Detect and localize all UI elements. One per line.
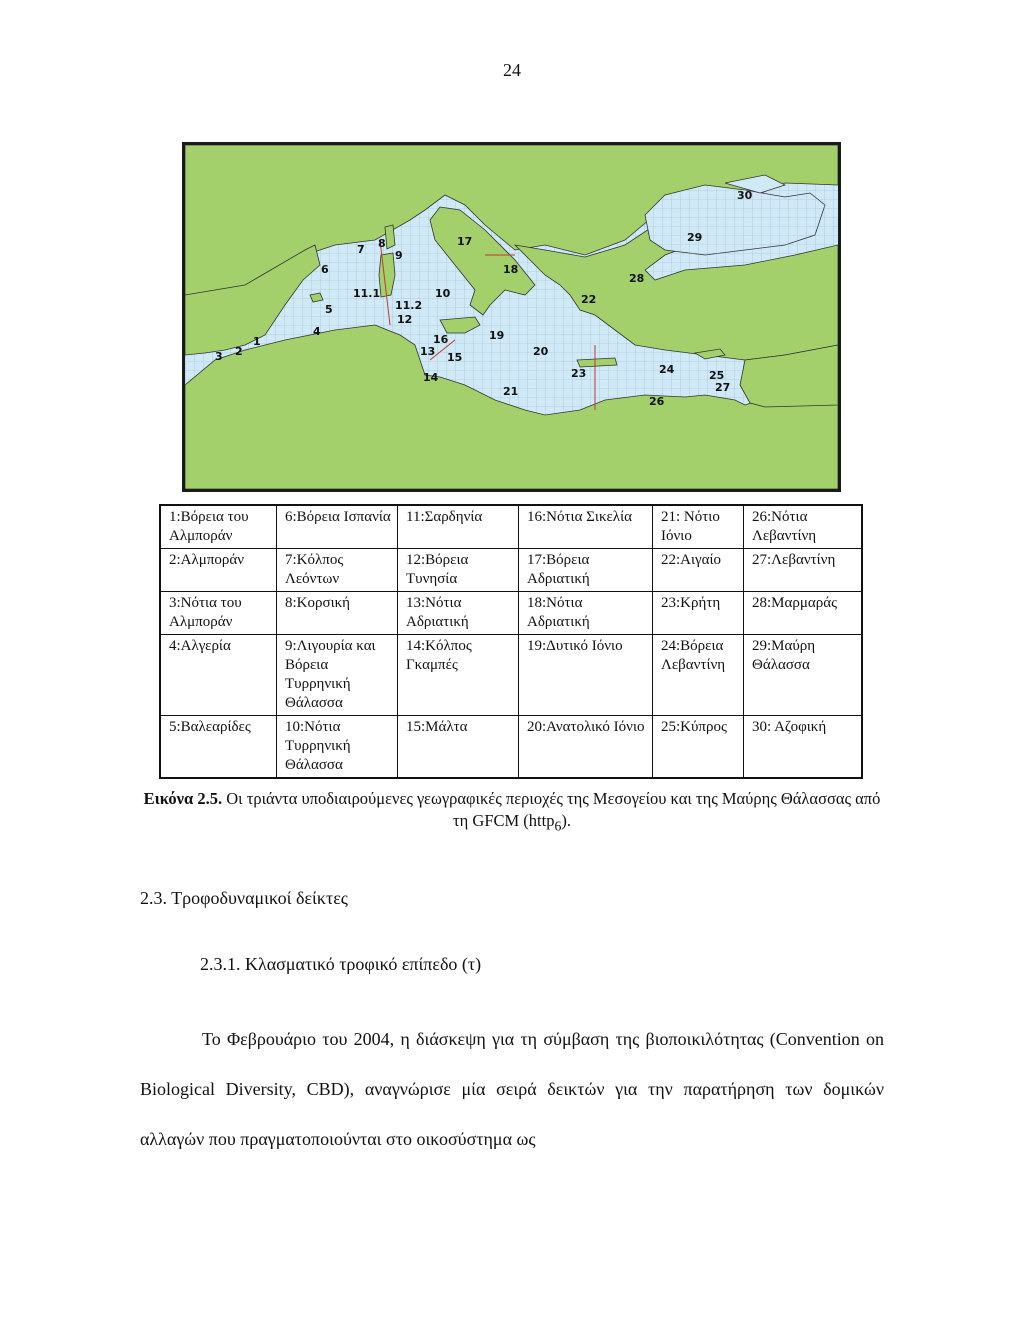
land-crete [577, 358, 617, 367]
table-cell: 16:Νότια Σικελία [519, 505, 653, 549]
table-cell: 4:Αλγερία [160, 635, 277, 716]
table-cell: 29:Μαύρη Θάλασσα [744, 635, 863, 716]
map-label-9: 9 [395, 249, 403, 262]
caption-text: Οι τριάντα υποδιαιρούμενες γεωγραφικές περιοχές της Μεσογείου και της Μαύρης Θάλασσας από τη GFCM (http [222, 789, 881, 830]
table-row [160, 592, 862, 635]
map-label-30: 30 [737, 189, 753, 202]
map-label-4: 4 [313, 325, 321, 338]
table-cell: 19:Δυτικό Ιόνιο [519, 635, 653, 716]
map-label-8: 8 [378, 237, 386, 250]
table-row [160, 505, 862, 549]
table-cell: 30: Αζοφική [744, 716, 863, 779]
map-label-18: 18 [503, 263, 519, 276]
map-label-12: 12 [397, 313, 413, 326]
subsection-heading: 2.3.1. Κλασματικό τροφικό επίπεδο (τ) [200, 954, 482, 974]
figure-caption [140, 788, 884, 837]
mediterranean-map-svg [185, 145, 838, 489]
table-row [160, 635, 862, 716]
map-label-7: 7 [357, 243, 365, 256]
map-label-11-2: 11.2 [395, 299, 423, 312]
caption-label: Εικόνα 2.5. [143, 789, 223, 808]
table-cell: 21: Νότιο Ιόνιο [653, 505, 744, 549]
map-label-14: 14 [423, 371, 439, 384]
map-label-21: 21 [503, 385, 519, 398]
table-row [160, 716, 862, 779]
map-label-2: 2 [235, 345, 243, 358]
map-label-13: 13 [420, 345, 436, 358]
map-label-19: 19 [489, 329, 505, 342]
table-cell: 23:Κρήτη [653, 592, 744, 635]
caption-text-end: ). [561, 811, 571, 830]
table-cell: 17:Βόρεια Αδριατική [519, 549, 653, 592]
map-label-24: 24 [659, 363, 675, 376]
table-cell: 15:Μάλτα [398, 716, 519, 779]
table-cell: 13:Νότια Αδριατική [398, 592, 519, 635]
section-heading: 2.3. Τροφοδυναμικοί δείκτες [140, 888, 348, 908]
map-label-29: 29 [687, 231, 703, 244]
caption-subscript: 6 [554, 818, 562, 834]
table-cell: 2:Αλμποράν [160, 549, 277, 592]
map-label-11-1: 11.1 [353, 287, 381, 300]
table-row [160, 549, 862, 592]
regions-table [159, 504, 863, 779]
map-label-5: 5 [325, 303, 333, 316]
table-cell: 22:Αιγαίο [653, 549, 744, 592]
table-cell: 28:Μαρμαράς [744, 592, 863, 635]
table-cell: 27:Λεβαντίνη [744, 549, 863, 592]
land-corsica [385, 225, 395, 249]
table-cell: 14:Κόλπος Γκαμπές [398, 635, 519, 716]
map-label-3: 3 [215, 350, 223, 363]
map-label-17: 17 [457, 235, 473, 248]
map-label-28: 28 [629, 272, 645, 285]
map-label-26: 26 [649, 395, 665, 408]
page-number: 24 [503, 60, 521, 80]
table-cell: 9:Λιγουρία και Βόρεια Τυρρηνική Θάλασσα [277, 635, 398, 716]
table-cell: 11:Σαρδηνία [398, 505, 519, 549]
table-cell: 18:Νότια Αδριατική [519, 592, 653, 635]
map-label-10: 10 [435, 287, 451, 300]
gfcm-map [182, 142, 841, 492]
map-label-15: 15 [447, 351, 463, 364]
table-cell: 12:Βόρεια Τυνησία [398, 549, 519, 592]
table-cell: 5:Βαλεαρίδες [160, 716, 277, 779]
map-label-22: 22 [581, 293, 597, 306]
table-cell: 10:Νότια Τυρρηνική Θάλασσα [277, 716, 398, 779]
table-cell: 1:Βόρεια του Αλμποράν [160, 505, 277, 549]
table-cell: 20:Ανατολικό Ιόνιο [519, 716, 653, 779]
paragraph-text: Το Φεβρουάριο του 2004, η διάσκεψη για τη σύμβαση της βιοποικιλότητας (Convention on Biological Diversity, CBD), αναγνώρισε μία σειρά δεικτών για την παρατήρηση των δομικών αλλαγών που πραγματοποιούνται στο οικοσύστημα ως [140, 1029, 884, 1149]
map-label-20: 20 [533, 345, 549, 358]
map-label-6: 6 [321, 263, 329, 276]
table-cell: 8:Κορσική [277, 592, 398, 635]
table-cell: 24:Βόρεια Λεβαντίνη [653, 635, 744, 716]
table-cell: 7:Κόλπος Λεόντων [277, 549, 398, 592]
map-label-1: 1 [253, 335, 261, 348]
map-label-25: 25 [709, 369, 725, 382]
table-cell: 26:Νότια Λεβαντίνη [744, 505, 863, 549]
table-cell: 3:Νότια του Αλμποράν [160, 592, 277, 635]
table-cell: 6:Βόρεια Ισπανία [277, 505, 398, 549]
body-paragraph [140, 1014, 884, 1164]
map-label-23: 23 [571, 367, 587, 380]
map-label-16: 16 [433, 333, 449, 346]
table-cell: 25:Κύπρος [653, 716, 744, 779]
map-label-27: 27 [715, 381, 731, 394]
